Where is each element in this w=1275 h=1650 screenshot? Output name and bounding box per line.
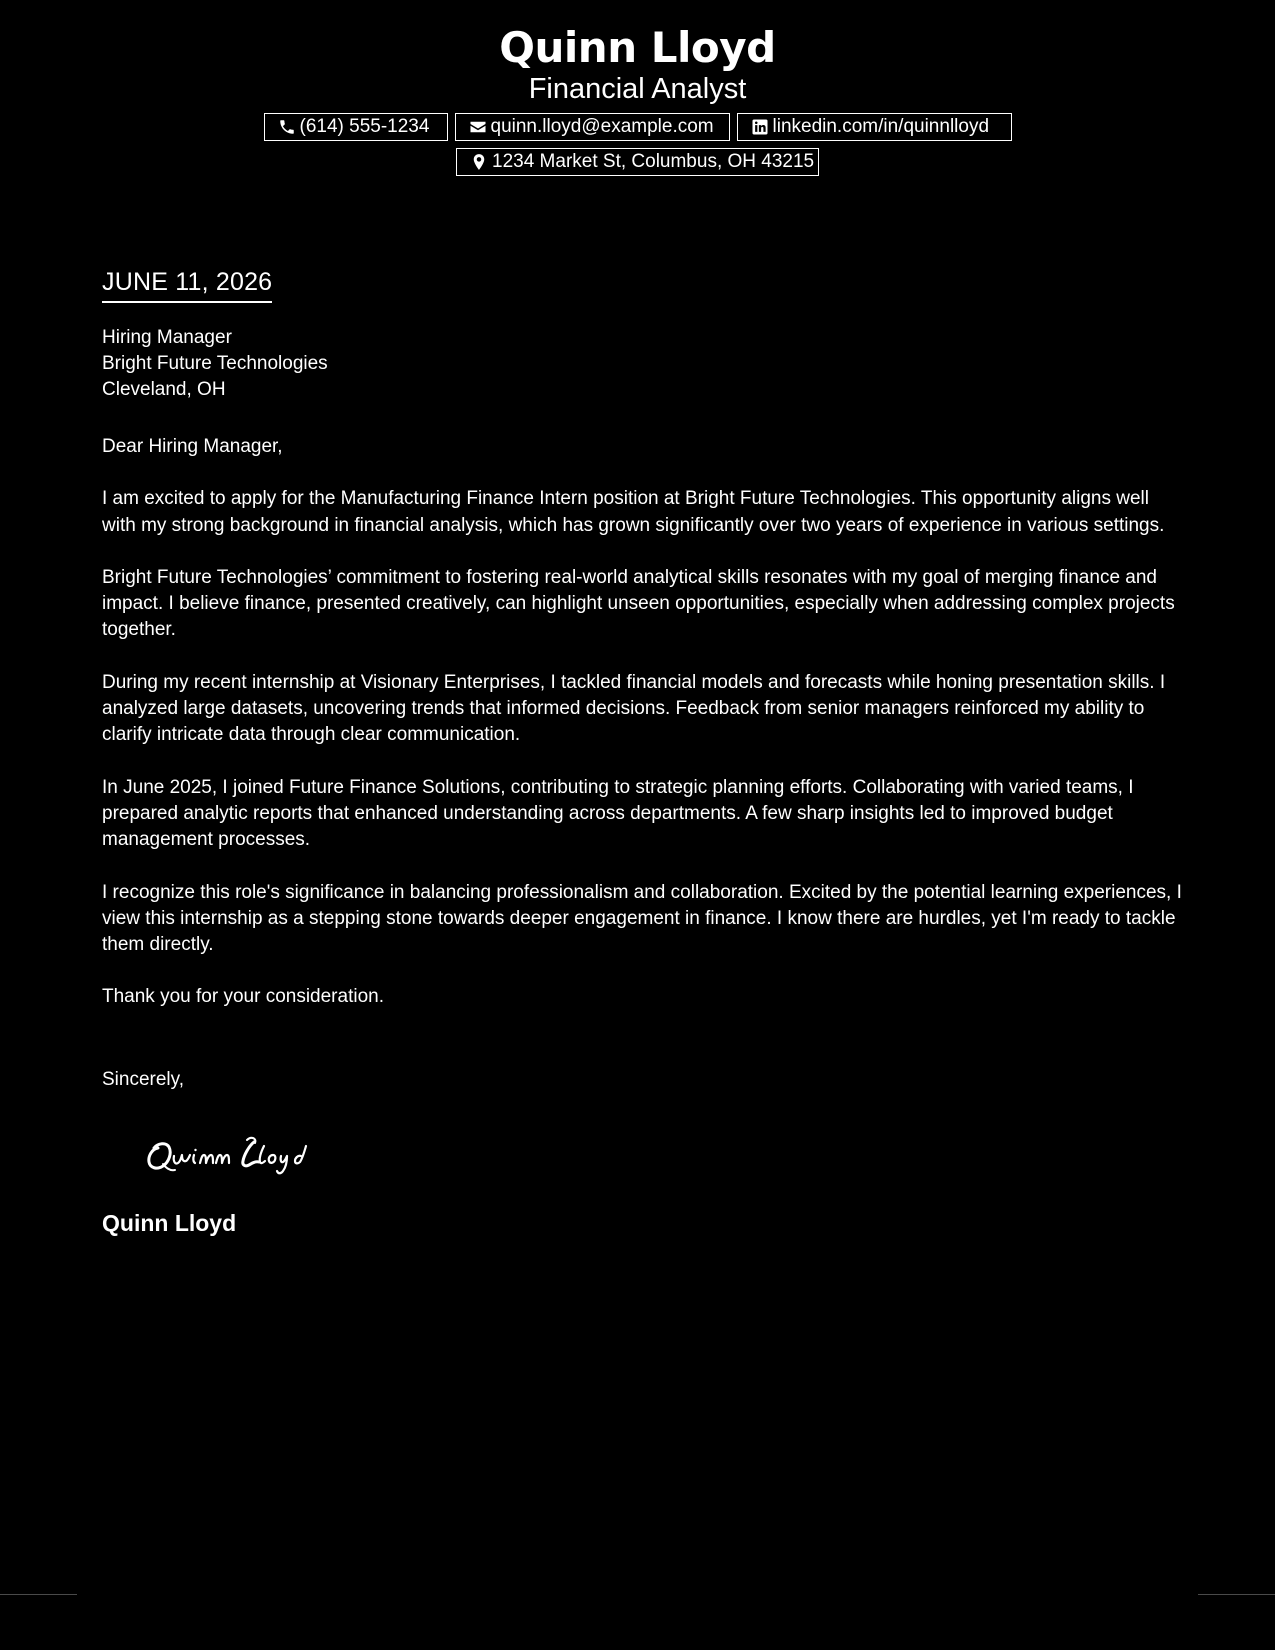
handwritten-signature [136,1120,336,1180]
applicant-title: Financial Analyst [528,73,747,105]
footer-rule-right [1198,1594,1275,1595]
body-paragraph: Bright Future Technologies’ commitment to fostering real-world analytical skills resonates with my goal of merging finance and impact. I believe finance, presented creatively, can highlight unseen opportunities, especially when addressing complex projects together. [102,566,1175,641]
recipient-block [102,325,328,403]
recipient-line: Hiring Manager [102,327,232,348]
signer-name: Quinn Lloyd [102,1210,237,1236]
recipient-line: Bright Future Technologies [102,353,328,374]
closing: Sincerely, [102,1069,185,1090]
address-contact [456,148,819,176]
linkedin-icon [751,118,769,136]
body-paragraph: During my recent internship at Visionary Enterprises, I tackled financial models and forecasts while honing presentation skills. I analyzed large datasets, uncovering trends that informed decisions. Feedback from senior managers reinforced my ability to clarify intricate data through clear communication. [102,671,1166,746]
contact-row [0,113,1275,141]
email-contact[interactable] [455,113,730,141]
phone-contact[interactable] [264,113,448,141]
thank-you-line: Thank you for your consideration. [102,986,384,1008]
letter-header [0,20,1275,176]
letter-body [102,434,1182,1037]
address-row [0,148,1275,176]
phone-text: (614) 555-1234 [299,116,430,137]
letter-date: JUNE 11, 2026 [102,266,272,303]
body-paragraph: I recognize this role's significance in balancing professionalism and collaboration. Excited by the potential learning experiences, I view this internship as a stepping stone towards deeper engagement in finance. I know there are hurdles, yet I'm ready to tackle them directly. [102,881,1182,956]
recipient-line: Cleveland, OH [102,379,226,400]
linkedin-text: linkedin.com/in/quinnlloyd [772,116,990,137]
address-text: 1234 Market St, Columbus, OH 43215 [492,151,815,172]
map-pin-icon [470,153,488,171]
applicant-name: Quinn Lloyd [499,23,776,72]
body-paragraph: I am excited to apply for the Manufacturing Finance Intern position at Bright Future Technologies. This opportunity aligns well with my strong background in financial analysis, which has grown significantly over two years of experience in various settings. [102,488,1165,536]
footer-rule-left [0,1594,77,1595]
phone-icon [278,118,296,136]
email-text: quinn.lloyd@example.com [490,116,714,137]
body-paragraph: In June 2025, I joined Future Finance Solutions, contributing to strategic planning efforts. Collaborating with varied teams, I prepared analytic reports that enhanced understanding across departments. A few sharp insights led to improved budget management processes. [102,776,1134,851]
linkedin-contact[interactable] [737,113,1012,141]
salutation: Dear Hiring Manager, [102,436,283,457]
envelope-icon [469,118,487,136]
